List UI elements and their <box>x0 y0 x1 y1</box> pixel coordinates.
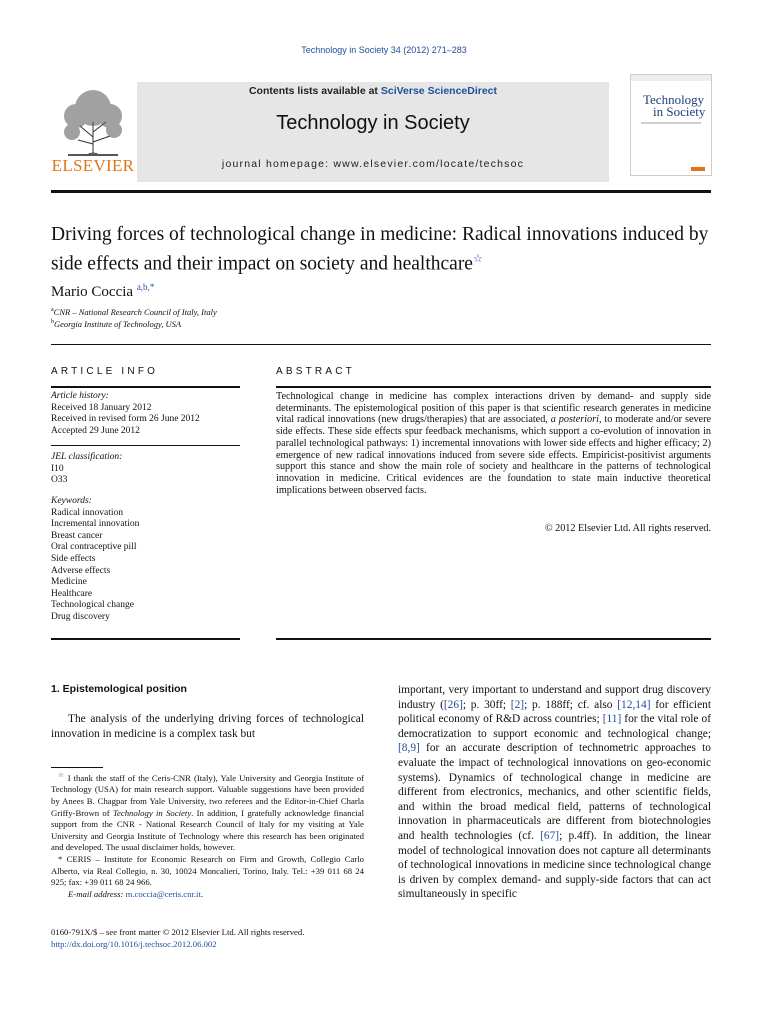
reference-link[interactable]: [67] <box>540 829 560 842</box>
author-affiliation-marks[interactable]: a,b, <box>136 282 150 292</box>
body-text: ; p. 30ff; <box>462 698 511 711</box>
body-text: for an accurate description of technometric approaches to evaluate the impact of technological innovations on geo-economic systems). Dynamics of technological change in medicine are different from electronics, mechanics, and other scientific fields, and within the broad medical field, patterns of technological innovation in pharmaceuticals are different from biotechnologies and health technologies (cf. <box>398 742 711 842</box>
info-separator <box>51 445 240 446</box>
sciencedirect-link[interactable]: SciVerse ScienceDirect <box>380 85 498 97</box>
footnote-star-mark: ☆ <box>58 772 65 779</box>
body-text: important, very important to understand and support drug discovery industry ( <box>398 684 711 711</box>
keyword: Breast cancer <box>51 530 103 541</box>
contents-prefix: Contents lists available at <box>248 85 381 97</box>
abstract-part-1: Technological change in medicine has complex interactions driven by demand- and supply side determinants. The epistemological position of this paper is that scientific research generates in medicine vital radical innovations (new drugs/therapies) that are associated, <box>276 391 711 426</box>
affiliation-mark: b <box>51 319 54 326</box>
body-text: ; p. 188ff; cf. also <box>524 698 618 711</box>
abstract-part-2: , to moderate and/or severe side effects. These side effects spur feedback mechanisms, which support a co-evolution of innovation in parallel technological pathways: 1) incremental innovations with lower side effects and higher efficacy; 2) emergence of new radical innovations induced from severe side effects. Empiricist-positivist arguments support this stance and show the main role of society and healthcare in the patterns of technological innovation in medicine. Critical evidences are the foundation to state main inductive theoretical implications between observed facts. <box>276 414 711 496</box>
body-text: ; p.4ff). In addition, the linear model of technological innovation does not capture all determinants of technological innovations in medicine since technological change is driven by complex demand- and supply-side factors that can act simultaneously in specific <box>398 829 711 901</box>
cover-title-line-2: in Society <box>653 104 706 119</box>
right-column-body <box>398 683 711 902</box>
article-info-rule <box>51 386 240 388</box>
history-label: Article history: <box>51 391 109 401</box>
abstract-heading: ABSTRACT <box>276 366 355 377</box>
abstract-text <box>276 391 711 496</box>
jel-code: O33 <box>51 475 68 486</box>
journal-cover-thumbnail <box>630 74 712 176</box>
reference-link[interactable]: [8,9] <box>398 742 420 755</box>
article-title-text: Driving forces of technological change in medicine: Radical innovations induced by side effects and their impact on society and healthcare <box>51 224 709 275</box>
body-text: for efficient political economy of R&D across countries; <box>398 698 712 726</box>
rule-after-affiliations <box>51 344 711 345</box>
cover-publisher-mark <box>691 167 705 171</box>
footnote-journal-italic: Technology in Society <box>112 807 192 818</box>
author-corresponding-mark[interactable]: * <box>149 282 155 292</box>
keywords-label: Keywords: <box>51 496 92 506</box>
author-name[interactable]: Mario Coccia <box>51 284 134 300</box>
abstract-italic: a posteriori <box>550 414 599 426</box>
jel-code: I10 <box>51 463 64 474</box>
abstract-copyright: © 2012 Elsevier Ltd. All rights reserved. <box>544 523 711 534</box>
reference-link[interactable]: [11] <box>602 713 622 726</box>
section-1-heading: 1. Epistemological position <box>51 683 187 695</box>
affiliation-b <box>51 319 181 329</box>
reference-link[interactable]: [26] <box>443 698 463 711</box>
abstract-rule <box>276 386 711 388</box>
elsevier-wordmark: ELSEVIER <box>51 156 135 175</box>
article-history <box>51 391 240 437</box>
history-received: Received 18 January 2012 <box>51 402 152 413</box>
body-text: for the vital role of democratization to support economic and technological change; <box>398 713 711 740</box>
acknowledgement-footnote <box>51 770 364 854</box>
author-line <box>51 282 154 301</box>
issn-line: 0160-791X/$ – see front matter © 2012 Elsevier Ltd. All rights reserved. <box>51 927 305 937</box>
keyword: Side effects <box>51 553 96 564</box>
affiliation-a <box>51 307 217 317</box>
reference-link[interactable]: [12,14] <box>617 698 651 711</box>
article-info-bottom-rule <box>51 638 240 640</box>
keyword: Medicine <box>51 577 87 588</box>
email-label: E-mail address: <box>68 888 126 899</box>
corresponding-author-footnote: * CERIS – Institute for Economic Research on Firm and Growth, Collegio Carlo Alberto, via Real Collegio, n. 30, 10024 Moncalieri, Torino, Italy. Tel.: +39 011 68 24 925; fax: +39 011 68 24 966. <box>51 854 364 888</box>
keywords <box>51 496 240 624</box>
keyword: Healthcare <box>51 588 93 599</box>
header-rule <box>51 190 711 193</box>
history-revised: Received in revised form 26 June 2012 <box>51 414 200 425</box>
doi-link[interactable]: http://dx.doi.org/10.1016/j.techsoc.2012.06.002 <box>51 938 217 949</box>
keyword: Oral contraceptive pill <box>51 542 137 553</box>
keyword: Incremental innovation <box>51 519 140 530</box>
footnote-text: I thank the staff of the Ceris-CNR (Italy), Yale University and Georgia Institute of Technology (USA) for main research support. Valuable suggestions have been provided by Anees B. Chagpar from Yale University, two referees and the Editor-in-Chief Charla Griffy-Brown of <box>51 772 364 818</box>
affiliation-text: Georgia Institute of Technology, USA <box>54 319 182 329</box>
footnotes <box>51 770 364 900</box>
contents-line <box>137 85 609 97</box>
footnote-rule <box>51 767 103 768</box>
journal-citation[interactable]: Technology in Society 34 (2012) 271–283 <box>301 45 467 55</box>
keyword: Adverse effects <box>51 565 111 576</box>
abstract-bottom-rule <box>276 638 711 640</box>
keyword: Radical innovation <box>51 507 124 518</box>
article-info-heading: ARTICLE INFO <box>51 366 159 377</box>
email-period: . <box>200 888 204 899</box>
title-footnote-mark[interactable]: ☆ <box>472 253 483 265</box>
jel-label: JEL classification: <box>51 452 123 462</box>
journal-homepage[interactable]: journal homepage: www.elsevier.com/locate/techsoc <box>221 158 525 170</box>
affiliation-mark: a <box>51 307 54 314</box>
keyword: Drug discovery <box>51 611 110 622</box>
affiliation-text: CNR – National Research Council of Italy, Italy <box>53 307 217 317</box>
keyword: Technological change <box>51 600 134 611</box>
journal-title: Technology in Society <box>276 112 470 134</box>
article-title <box>51 222 731 277</box>
cover-band <box>631 75 711 81</box>
email-link[interactable]: m.coccia@ceris.cnr.it <box>125 888 201 899</box>
history-accepted: Accepted 29 June 2012 <box>51 425 140 436</box>
reference-link[interactable]: [2] <box>510 698 525 711</box>
jel-classification <box>51 452 240 487</box>
footnote-text: . In addition, I gratefully acknowledge financial support from the CNR - National Research Council of Italy for my visiting at Yale University and Georgia Institute of Technology where this research has been originated and developed. The usual disclaimer holds, however. <box>51 807 364 853</box>
journal-banner <box>137 82 609 182</box>
issn-block <box>51 927 371 950</box>
section-1-body: The analysis of the underlying driving forces of technological innovation in medicine is a complex task but <box>51 713 364 740</box>
cover-title-line-1: Technology <box>643 92 705 107</box>
cover-subtitle-bar <box>641 122 701 124</box>
email-footnote <box>51 889 364 901</box>
